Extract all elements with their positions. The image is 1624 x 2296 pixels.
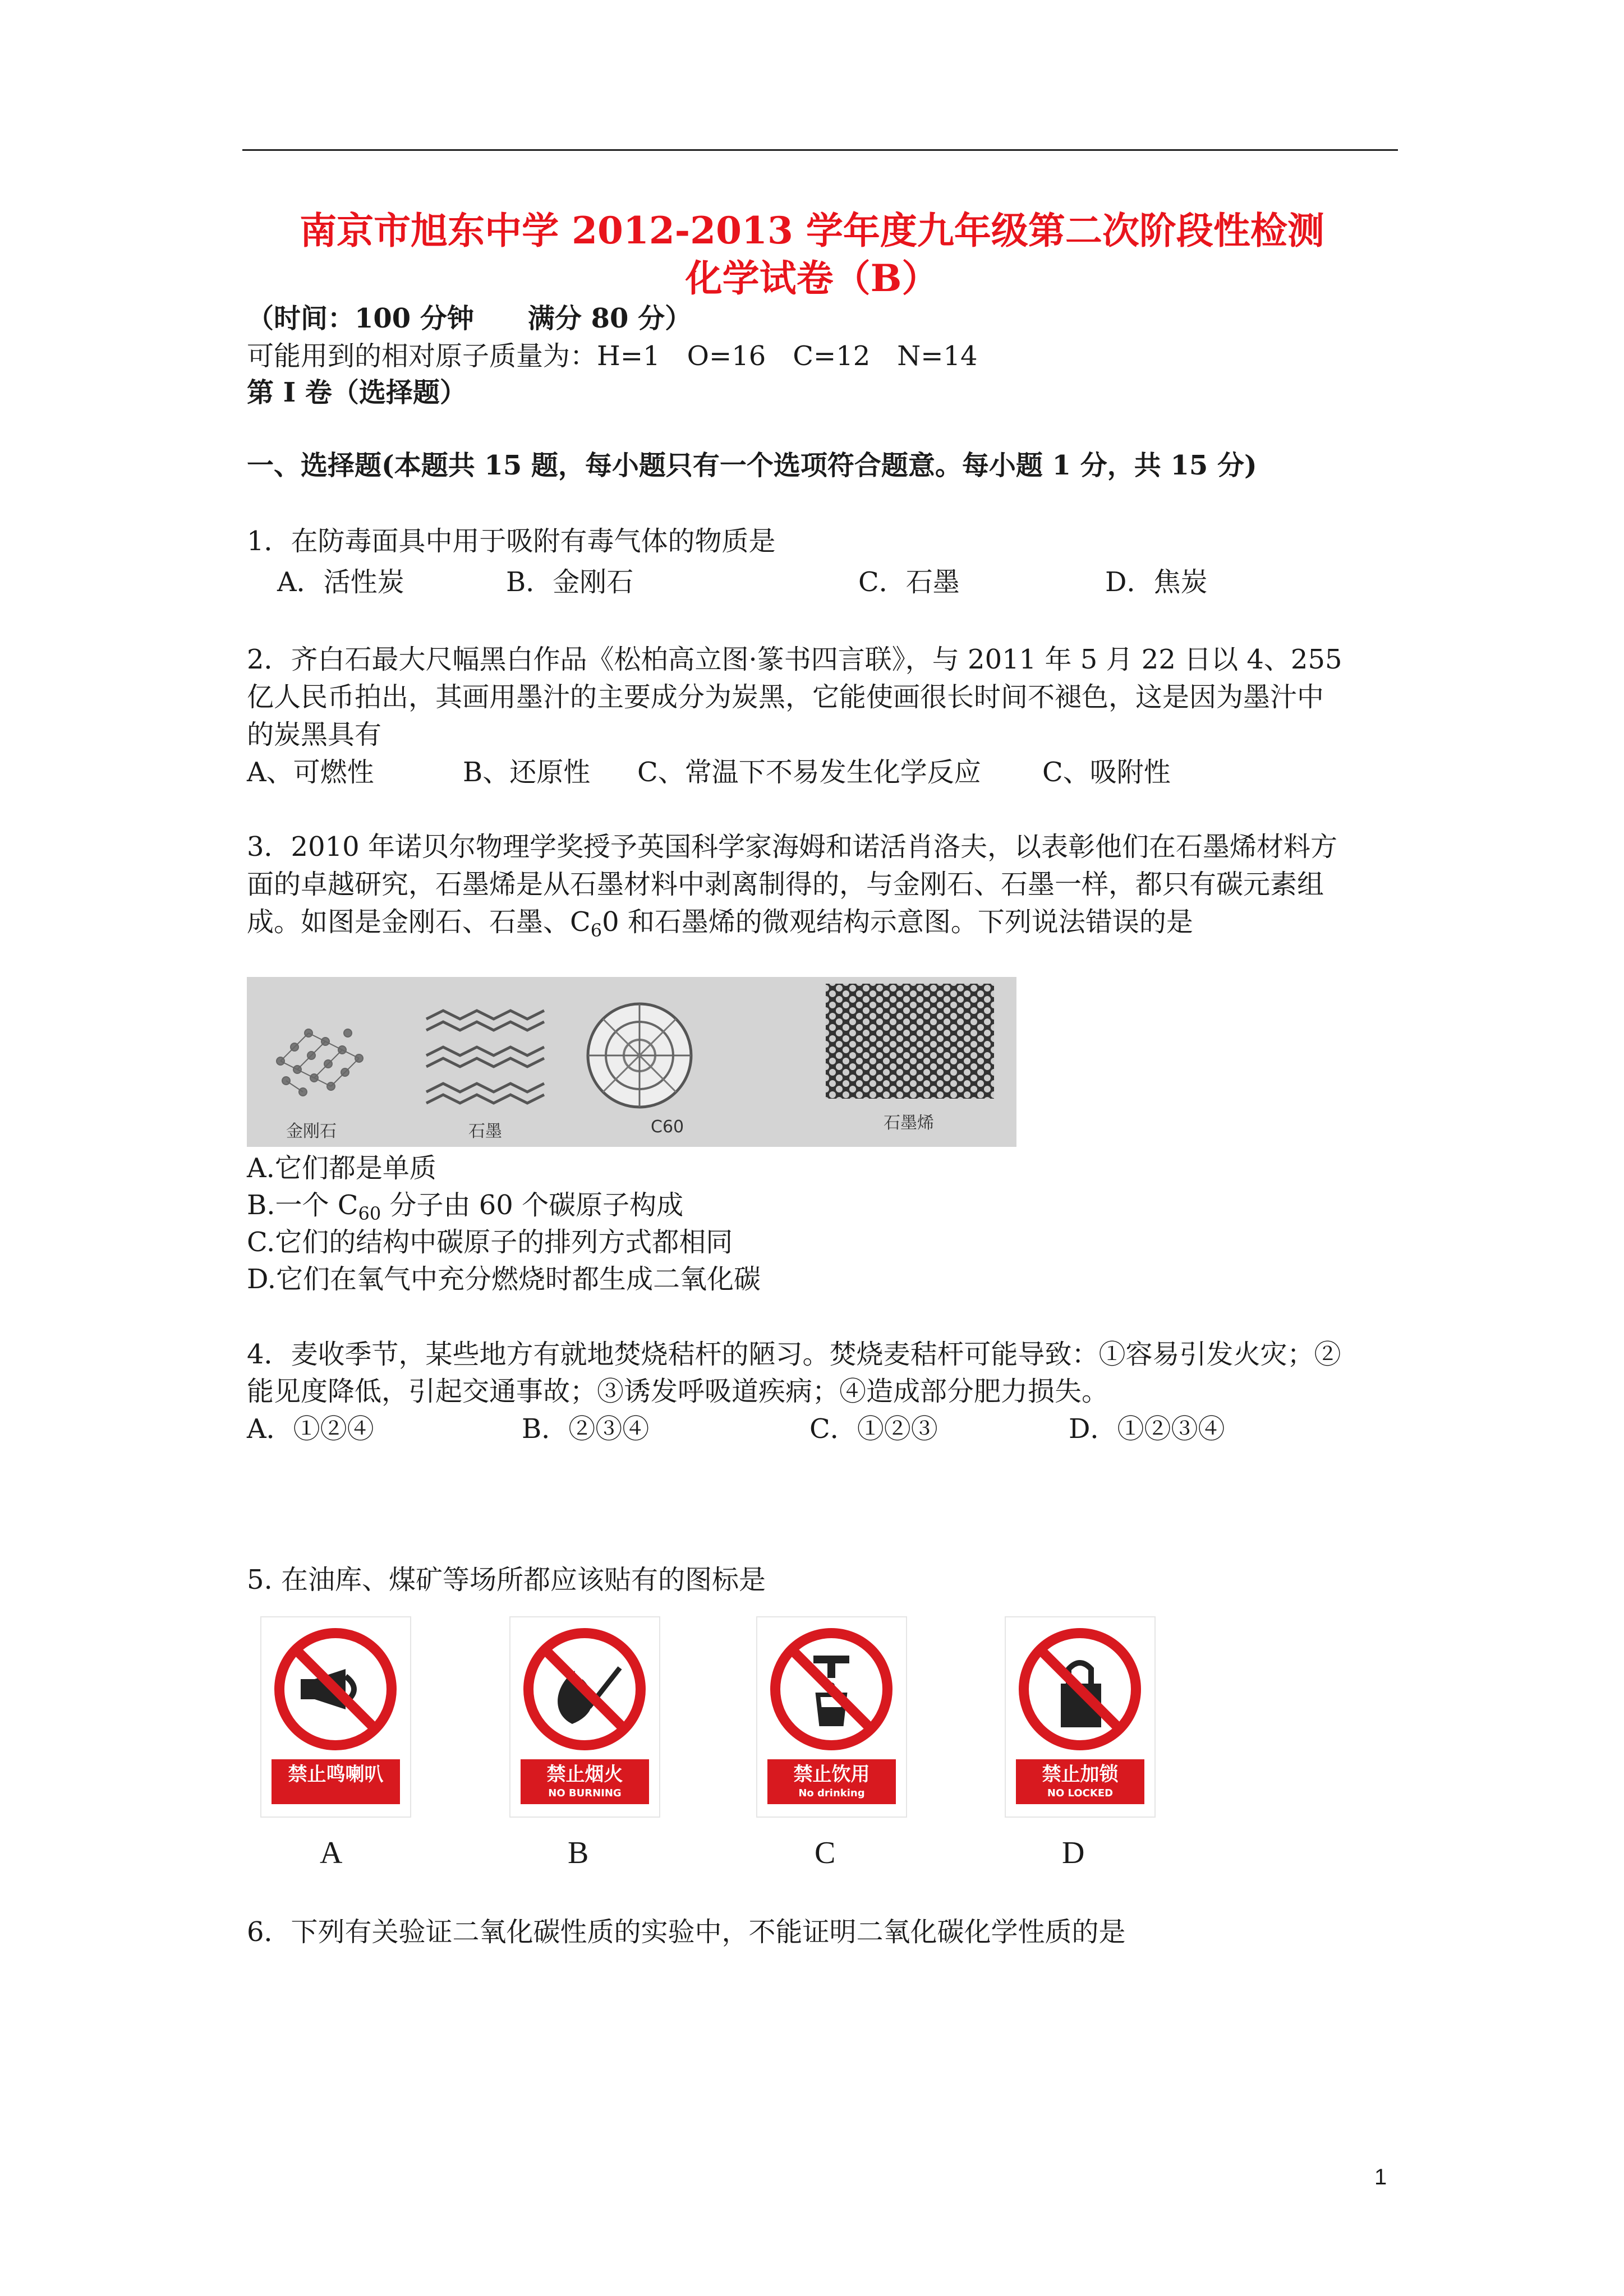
figure-label-diamond: 金刚石 xyxy=(286,1122,337,1141)
section-heading: 一、选择题(本题共 15 题，每小题只有一个选项符合题意。每小题 1 分，共 15 分) xyxy=(247,450,1257,481)
q2-option-d: C、吸附性 xyxy=(1042,757,1171,788)
page-number: 1 xyxy=(1374,2165,1387,2189)
no-burning-icon xyxy=(510,1617,659,1758)
q3-option-a: A.它们都是单质 xyxy=(247,1152,436,1184)
q2-option-b: B、还原性 xyxy=(463,757,591,788)
sign-d-text-en: NO LOCKED xyxy=(1047,1787,1114,1799)
carbon-structures-figure xyxy=(247,977,1016,1147)
time-score: （时间：100 分钟 满分 80 分） xyxy=(247,303,692,334)
q3-option-b: B.一个 $C_{60}$ 分子由 60 个碳原子构成 xyxy=(247,1190,684,1224)
q3-option-c: C.它们的结构中碳原子的排列方式都相同 xyxy=(247,1227,733,1258)
c60-structure xyxy=(588,1004,691,1107)
sign-no-horn xyxy=(261,1617,410,1816)
q3-line1: 3．2010 年诺贝尔物理学奖授予英国科学家海姆和诺活肖洛夫，以表彰他们在石墨烯材料方 xyxy=(247,831,1337,863)
diamond-structure xyxy=(277,1029,363,1096)
q1-option-d: D．焦炭 xyxy=(1105,566,1208,598)
q2-option-a: A、可燃性 xyxy=(247,757,374,788)
q1-option-a: A．活性炭 xyxy=(277,566,404,598)
q6-stem: 6．下列有关验证二氧化碳性质的实验中，不能证明二氧化碳化学性质的是 xyxy=(247,1916,1126,1948)
sign-no-locked xyxy=(1006,1617,1154,1816)
sign-a-letter: A xyxy=(320,1836,343,1870)
q2-option-c: C、常温下不易发生化学反应 xyxy=(637,757,981,788)
atomic-masses: 可能用到的相对原子质量为：H=1 O=16 C=12 N=14 xyxy=(247,340,978,372)
q4-option-a: A．①②④ xyxy=(247,1413,374,1445)
q3-line3: 成。如图是金刚石、石墨、$C_60$ 和石墨烯的微观结构示意图。下列说法错误的是 xyxy=(247,906,1193,941)
sign-b-text-en: NO BURNING xyxy=(548,1787,622,1799)
exam-title: 南京市旭东中学 2012-2013 学年度九年级第二次阶段性检测 xyxy=(300,209,1324,252)
q2-line3: 的炭黑具有 xyxy=(247,719,382,750)
q3-line2: 面的卓越研究，石墨烯是从石墨材料中剥离制得的，与金刚石、石墨一样，都只有碳元素组 xyxy=(247,869,1324,900)
volume-heading: 第 I 卷（选择题） xyxy=(247,377,467,408)
sign-c-letter: C xyxy=(815,1836,836,1870)
graphene-structure xyxy=(826,984,994,1099)
q1-option-c: C．石墨 xyxy=(858,566,960,598)
sign-a-text: 禁止鸣喇叭 xyxy=(288,1763,384,1786)
q1-stem: 1．在防毒面具中用于吸附有毒气体的物质是 xyxy=(247,525,776,557)
sign-d-text: 禁止加锁 xyxy=(1042,1763,1119,1786)
sign-d-letter: D xyxy=(1062,1836,1085,1870)
q2-line1: 2．齐白石最大尺幅黑白作品《松柏高立图·篆书四言联》，与 2011 年 5 月 22 日以 4、255 xyxy=(247,644,1342,675)
sign-c-label xyxy=(767,1759,896,1804)
figure-label-graphene: 石墨烯 xyxy=(884,1113,934,1133)
figure-label-graphite: 石墨 xyxy=(468,1122,502,1141)
figure-label-c60: C60 xyxy=(651,1117,684,1137)
q4-option-c: C．①②③ xyxy=(809,1413,938,1445)
exam-subtitle: 化学试卷（B） xyxy=(685,256,939,300)
q4-option-b: B．②③④ xyxy=(522,1413,650,1445)
q4-line2: 能见度降低，引起交通事故；③诱发呼吸道疾病；④造成部分肥力损失。 xyxy=(247,1376,1109,1407)
sign-b-text: 禁止烟火 xyxy=(546,1763,623,1786)
sign-c-text: 禁止饮用 xyxy=(793,1763,870,1786)
q5-stem: 5. 在油库、煤矿等场所都应该贴有的图标是 xyxy=(247,1564,766,1596)
sign-no-burning xyxy=(510,1617,659,1816)
no-locking-icon xyxy=(1006,1617,1154,1758)
q1-option-b: B．金刚石 xyxy=(506,566,634,598)
sign-b-letter: B xyxy=(568,1836,589,1870)
q2-line2: 亿人民币拍出，其画用墨汁的主要成分为炭黑，它能使画很长时间不褪色，这是因为墨汁中 xyxy=(247,681,1324,713)
q4-option-d: D．①②③④ xyxy=(1069,1413,1225,1445)
q4-line1: 4．麦收季节，某些地方有就地焚烧秸杆的陋习。焚烧麦秸杆可能导致：①容易引发火灾；② xyxy=(247,1339,1341,1370)
q3-option-d: D.它们在氧气中充分燃烧时都生成二氧化碳 xyxy=(247,1264,761,1295)
sign-b-label xyxy=(521,1759,649,1804)
no-horn-icon xyxy=(261,1617,410,1758)
sign-c-text-en: No drinking xyxy=(798,1787,865,1799)
sign-d-label xyxy=(1016,1759,1144,1804)
sign-no-drinking xyxy=(757,1617,906,1816)
no-drinking-icon xyxy=(757,1617,906,1758)
header-rule xyxy=(242,149,1398,151)
sign-a-label xyxy=(272,1759,400,1804)
graphite-structure xyxy=(426,1011,544,1103)
